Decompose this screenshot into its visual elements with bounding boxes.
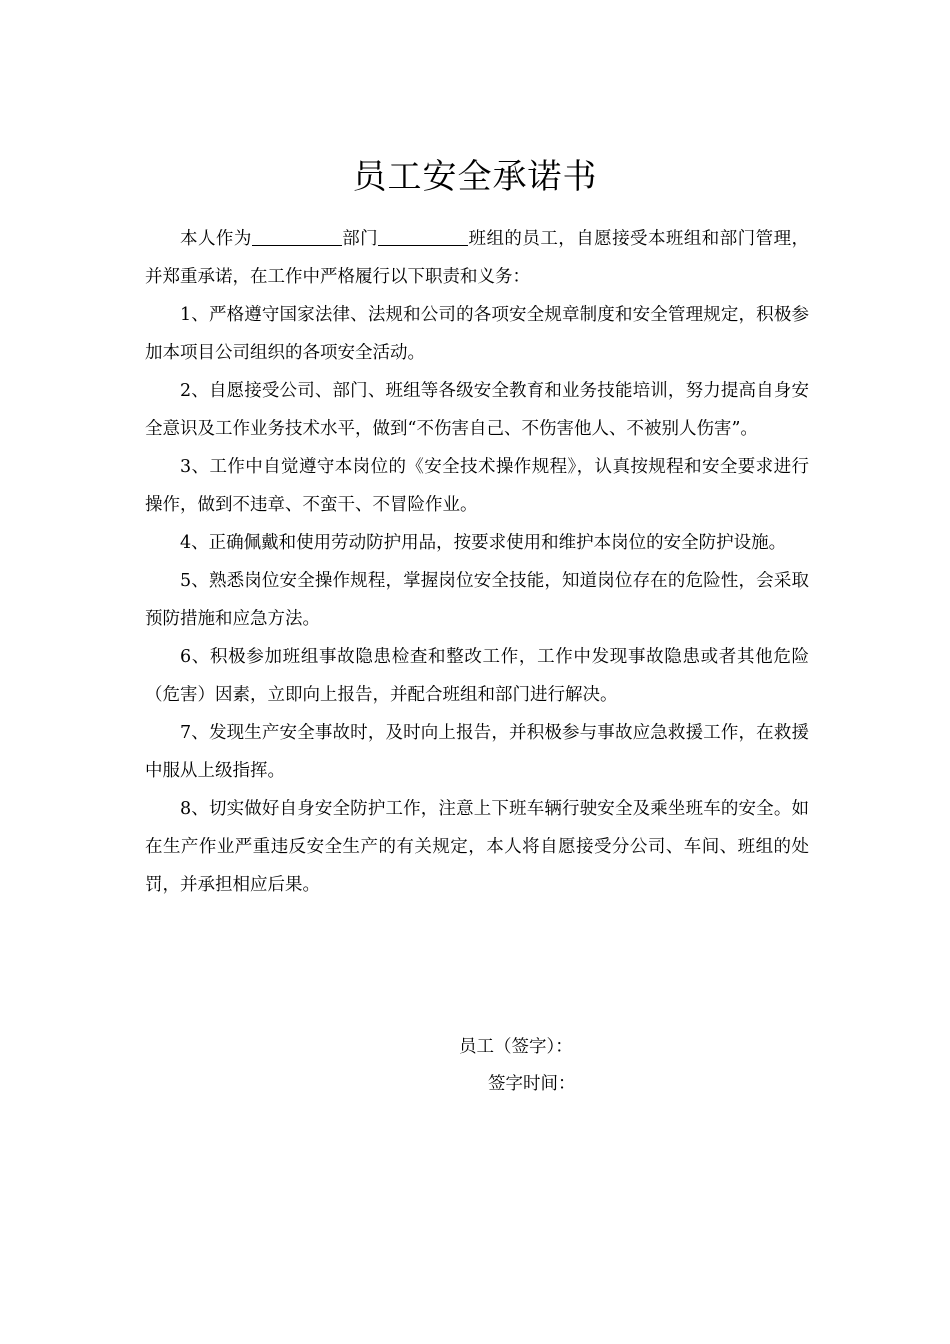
commitment-item-2: 2、自愿接受公司、部门、班组等各级安全教育和业务技能培训，努力提高自身安全意识及工作业务技术水平，做到“不伤害自己、不伤害他人、不被别人伤害”。 (145, 381, 809, 439)
commitment-item-8: 8、切实做好自身安全防护工作，注意上下班车辆行驶安全及乘坐班车的安全。如在生产作业严重违反安全生产的有关规定，本人将自愿接受分公司、车间、班组的处罚，并承担相应后果。 (145, 799, 809, 895)
commitment-item-5: 5、熟悉岗位安全操作规程，掌握岗位安全技能，知道岗位存在的危险性，会采取预防措施和应急方法。 (145, 571, 809, 629)
commitment-item-3: 3、工作中自觉遵守本岗位的《安全技术操作规程》，认真按规程和安全要求进行操作，做到不违章、不蛮干、不冒险作业。 (145, 457, 809, 515)
intro-text-1: 本人作为 (180, 229, 252, 249)
document-body (145, 220, 809, 904)
commitment-item-6: 6、积极参加班组事故隐患检查和整改工作，工作中发现事故隐患或者其他危险（危害）因素，立即向上报告，并配合班组和部门进行解决。 (145, 647, 809, 705)
document-title: 员工安全承诺书 (352, 156, 598, 197)
department-blank[interactable] (252, 228, 342, 247)
signature-time-label: 签字时间： (488, 1074, 576, 1094)
intro-text-2: 部门 (341, 229, 379, 249)
team-blank[interactable] (378, 228, 468, 247)
intro-paragraph (145, 220, 809, 296)
intro-text-3: 班组的员工，自愿接受本班组和部门管理，并郑重承诺，在工作中严格履行以下职责和义务： (145, 229, 810, 287)
commitment-item-1: 1、严格遵守国家法律、法规和公司的各项安全规章制度和安全管理规定，积极参加本项目公司组织的各项安全活动。 (145, 305, 809, 363)
employee-signature-label: 员工（签字）： (459, 1037, 573, 1057)
commitment-item-7: 7、发现生产安全事故时，及时向上报告，并积极参与事故应急救援工作，在救援中服从上级指挥。 (145, 723, 809, 781)
commitment-item-4: 4、正确佩戴和使用劳动防护用品，按要求使用和维护本岗位的安全防护设施。 (180, 533, 787, 553)
